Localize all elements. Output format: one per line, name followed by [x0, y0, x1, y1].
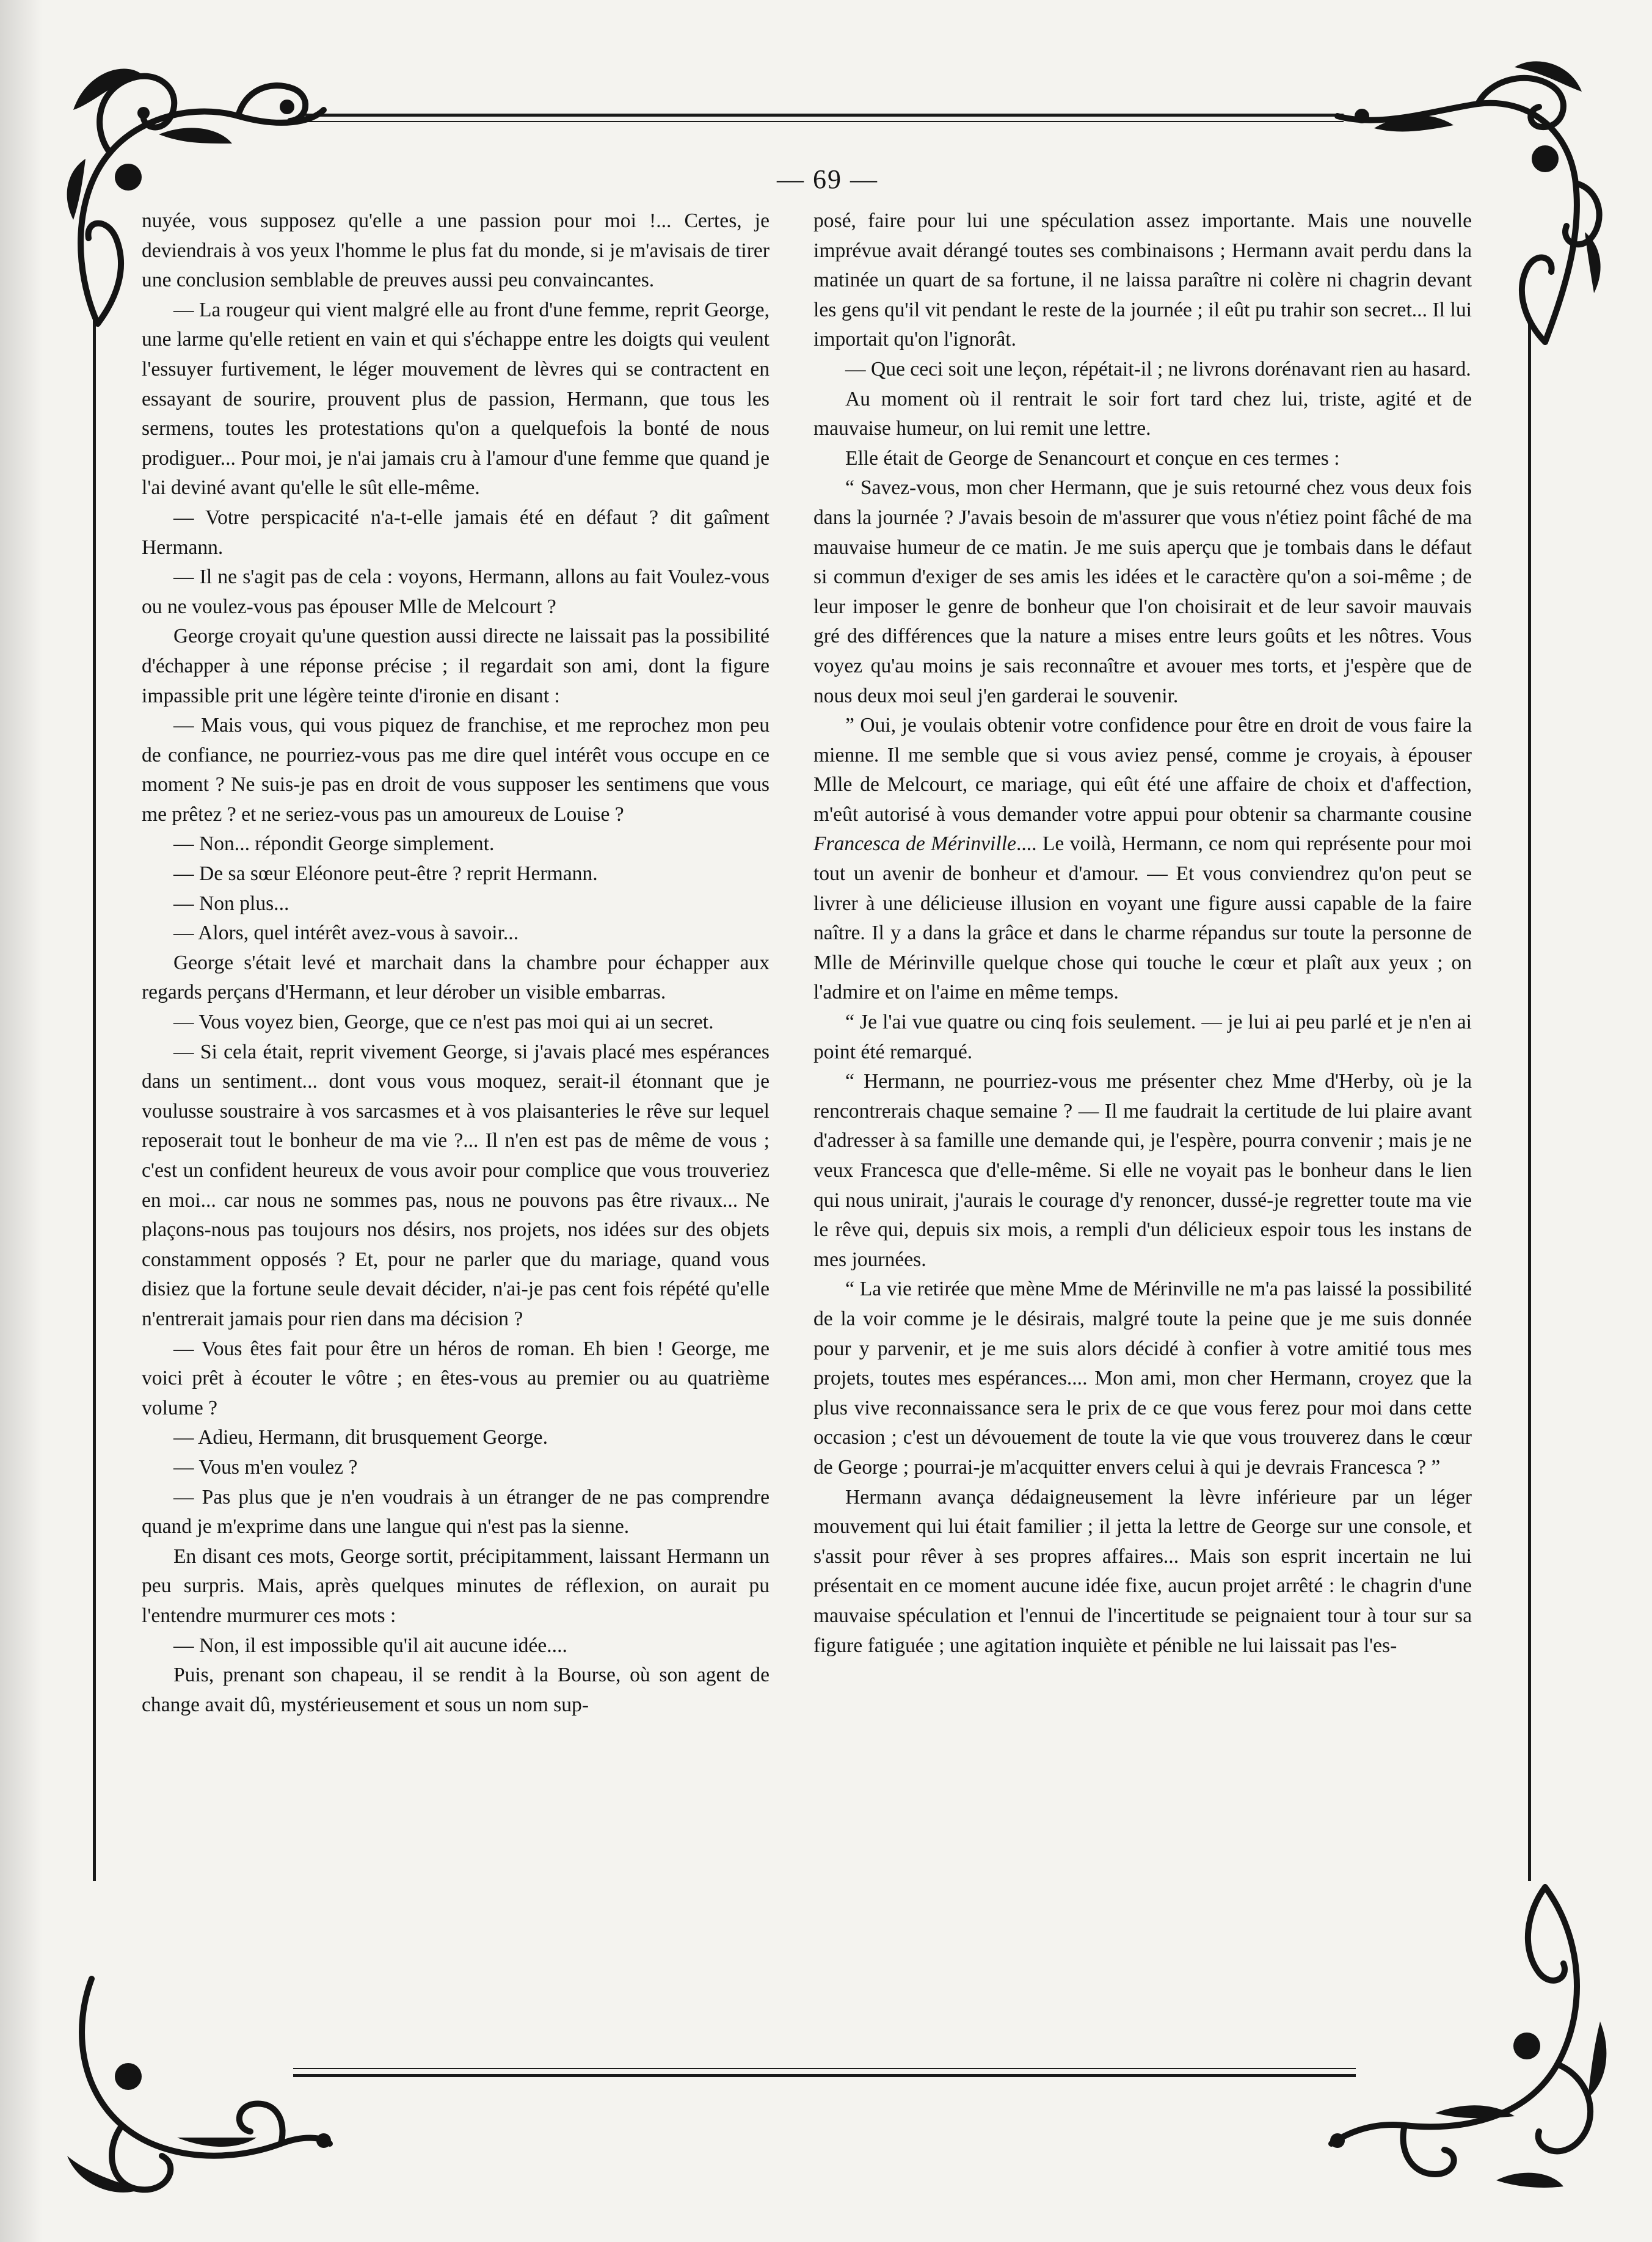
frame-rule-top-inner	[305, 121, 1344, 122]
paragraph: — Non, il est impossible qu'il ait aucune idée....	[173, 1634, 567, 1657]
paragraph: — Adieu, Hermann, dit brusquement George.	[173, 1426, 548, 1449]
paragraph: — Alors, quel intérêt avez-vous à savoir...	[173, 922, 519, 945]
paragraph: — Non... répondit George simplement.	[173, 832, 495, 856]
paragraph: Au moment où il rentrait le soir fort tard chez lui, triste, agité et de mauvaise humeur, on lui remit une lettre.	[813, 387, 1472, 440]
paragraph: nuyée, vous supposez qu'elle a une passion pour moi !... Certes, je deviendrais à vos yeux l'homme le plus fat du monde, si je m'avisais de tirer une conclusion semblable de preuves aussi peu convaincantes.	[142, 209, 770, 292]
page-number: — 69 —	[777, 164, 878, 194]
frame-rule-right	[1528, 318, 1531, 1881]
letter-paragraph	[813, 711, 1472, 1008]
paragraph: posé, faire pour lui une spéculation assez importante. Mais une nouvelle imprévue avait dérangé toutes ses combinaisons ; Hermann avait perdu dans la matinée un quart de sa fortune, il ne laissa paraître ni colère ni chagrin devant les gens qu'il vit pendant le reste de la journée ; il eût pu trahir son secret... Il lui importait qu'on l'ignorât.	[813, 209, 1472, 351]
letter-paragraph: “ Je l'ai vue quatre ou cinq fois seulement. — je lui ai peu parlé et je n'en ai point été remarqué.	[813, 1011, 1472, 1063]
letter-text: ” Oui, je voulais obtenir votre confidence pour être en droit de vous faire la mienne. Il me semble que si vous aviez pensé, comme je croyais, à épouser Mlle de Melcourt, ce mariage, qui eût été une affaire de choix et d'affection, m'eût autorisé à vous demander votre appui pour obtenir sa charmante cousine	[813, 714, 1472, 826]
paragraph: George s'était levé et marchait dans la chambre pour échapper aux regards perçans d'Hermann, et leur dérober un visible embarras.	[142, 951, 770, 1004]
corner-ornament-bottom-right-icon	[1313, 1863, 1618, 2205]
paragraph: Elle était de George de Senancourt et conçue en ces termes :	[845, 446, 1340, 470]
paragraph: Hermann avança dédaigneusement la lèvre inférieure par un léger mouvement qui lui était familier ; il jetta la lettre de George sur une console, et s'assit pour rêver à ses propres affaires... Mais son esprit incertain ne lui présentait en ce moment aucune idée fixe, aucun projet arrêté : le chagrin d'une mauvaise spéculation et l'ennui de l'incertitude se peignaient tour à tour sur sa figure fatiguée ; une agitation inquiète et pénible ne lui laissait pas l'es-	[813, 1485, 1472, 1657]
corner-ornament-bottom-left-icon	[37, 1954, 342, 2211]
letter-paragraph: “ La vie retirée que mène Mme de Mérinville ne m'a pas laissé la possibilité de la voir comme je le désirais, malgré toute la peine que je me suis donnée pour y parvenir, et je me suis alors décidé à confier à votre amitié tous mes projets, toutes mes espérances.... Mon ami, mon cher Hermann, croyez que la plus vive reconnaissance sera le prix de ce que vous ferez pour moi dans cette occasion ; c'est un dévouement de toute la vie que vous trouverez dans le cœur de George ; pourrai-je m'acquitter envers celui à qui je devrais Francesca ? ”	[813, 1278, 1472, 1479]
paragraph: En disant ces mots, George sortit, précipitamment, laissant Hermann un peu surpris. Mais, après quelques minutes de réflexion, on aurait pu l'entendre murmurer ces mots :	[142, 1545, 770, 1627]
frame-rule-left	[93, 318, 96, 1881]
paragraph: — Non plus...	[173, 892, 289, 915]
left-column	[142, 206, 770, 1720]
letter-paragraph: “ Hermann, ne pourriez-vous me présenter chez Mme d'Herby, où je la rencontrerais chaque semaine ? — Il me faudrait la certitude de lui plaire avant d'adresser à sa famille une demande qui, je l'espère, pourra convenir ; mais je ne veux Francesca que d'elle-même. Si elle ne voyait pas le bonheur dans le lien qui nous unirait, j'aurais le courage d'y renoncer, dussé-je regretter toute ma vie le rêve qui, depuis six mois, a rempli d'un délicieux espoir tous les instans de mes journées.	[813, 1070, 1472, 1271]
paragraph: — Vous m'en voulez ?	[173, 1455, 358, 1479]
right-column	[813, 206, 1472, 1661]
paragraph: — Que ceci soit une leçon, répétait-il ; ne livrons dorénavant rien au hasard.	[845, 357, 1471, 380]
letter-paragraph: “ Savez-vous, mon cher Hermann, que je suis retourné chez vous deux fois dans la journée ? J'avais besoin de m'assurer que vous n'étiez point fâché de ma mauvaise humeur de ce matin. Je me suis aperçu que je tombais dans le défaut si commun d'exiger de ses amis les idées et le caractère qu'on a soi-même ; de leur imposer le genre de bonheur que l'on choisirait et de leur savoir mauvais gré des différences que la nature a mises entre leurs goûts et les nôtres. Vous voyez qu'au moins je sais reconnaître et avouer mes torts, et j'espère que de nous deux moi seul j'en garderai le souvenir.	[813, 476, 1472, 707]
paragraph: George croyait qu'une question aussi directe ne laissait pas la possibilité d'échapper à une réponse précise ; il regardait son ami, dont la figure impassible prit une légère teinte d'ironie en disant :	[142, 625, 770, 707]
frame-rule-top	[305, 114, 1344, 117]
paragraph: — Pas plus que je n'en voudrais à un étranger de ne pas comprendre quand je m'exprime dans une langue qui n'est pas la sienne.	[142, 1485, 770, 1538]
paragraph: — Votre perspicacité n'a-t-elle jamais été en défaut ? dit gaîment Hermann.	[142, 506, 770, 559]
paragraph: — Vous voyez bien, George, que ce n'est pas moi qui ai un secret.	[173, 1011, 714, 1034]
frame-rule-bottom-inner	[293, 2068, 1356, 2069]
italic-name: Francesca de Mérinville	[813, 832, 1016, 856]
frame-rule-bottom	[293, 2074, 1356, 2077]
letter-text: .... Le voilà, Hermann, ce nom qui représente pour moi tout un avenir de bonheur et d'amour. — Et vous conviendrez qu'on peut se livrer à une délicieuse illusion en voyant une figure aussi capable de la faire naître. Il y a dans la grâce et dans le charme répandus sur toute la personne de Mlle de Mérinville quelque chose qui touche le cœur et plaît aux yeux ; on l'admire et on l'aime en même temps.	[813, 832, 1472, 1004]
paragraph: Puis, prenant son chapeau, il se rendit à la Bourse, où son agent de change avait dû, mystérieusement et sous un nom sup-	[142, 1664, 770, 1716]
paragraph: — Il ne s'agit pas de cela : voyons, Hermann, allons au fait Voulez-vous ou ne voulez-vous pas épouser Mlle de Melcourt ?	[142, 566, 770, 618]
paragraph: — La rougeur qui vient malgré elle au front d'une femme, reprit George, une larme qu'elle retient en vain et qui s'échappe entre les doigts qui veulent l'essuyer furtivement, le léger mouvement de lèvres qui se contractent en essayant de sourire, prouvent plus de passion, Hermann, que tous les sermens, toutes les protestations qu'on a quelquefois la bonté de nous prodiguer... Pour moi, je n'ai jamais cru à l'amour d'une femme que quand je l'ai deviné avant qu'elle le sût elle-même.	[142, 298, 770, 500]
paragraph: — De sa sœur Eléonore peut-être ? reprit Hermann.	[173, 862, 598, 886]
paragraph: — Si cela était, reprit vivement George, si j'avais placé mes espérances dans un sentiment... dont vous vous moquez, serait-il étonnant que je voulusse soustraire à vos sarcasmes et à vos plaisanteries le rêve sur lequel reposerait tout le bonheur de ma vie ?... Il n'en est pas de même de vous ; c'est un confident heureux de vous avoir pour complice que vous trouveriez en moi... car nous ne sommes pas, nous ne pouvons pas être rivaux... Ne plaçons-nous pas toujours nos désirs, nos projets, nos idées sur des objets constamment opposés ? Et, pour ne parler que du mariage, quand vous disiez que la fortune seule devait décider, n'ai-je pas cent fois répété qu'elle n'entrerait jamais pour rien dans ma décision ?	[142, 1040, 770, 1330]
paragraph: — Vous êtes fait pour être un héros de roman. Eh bien ! George, me voici prêt à écouter le vôtre ; en êtes-vous au premier ou au quatrième volume ?	[142, 1337, 770, 1419]
paragraph: — Mais vous, qui vous piquez de franchise, et me reprochez mon peu de confiance, ne pourriez-vous pas me dire quel intérêt vous occupe en ce moment ? Ne suis-je pas en droit de vous supposer les sentimens que vous me prêtez ? et ne seriez-vous pas un amoureux de Louise ?	[142, 714, 770, 826]
